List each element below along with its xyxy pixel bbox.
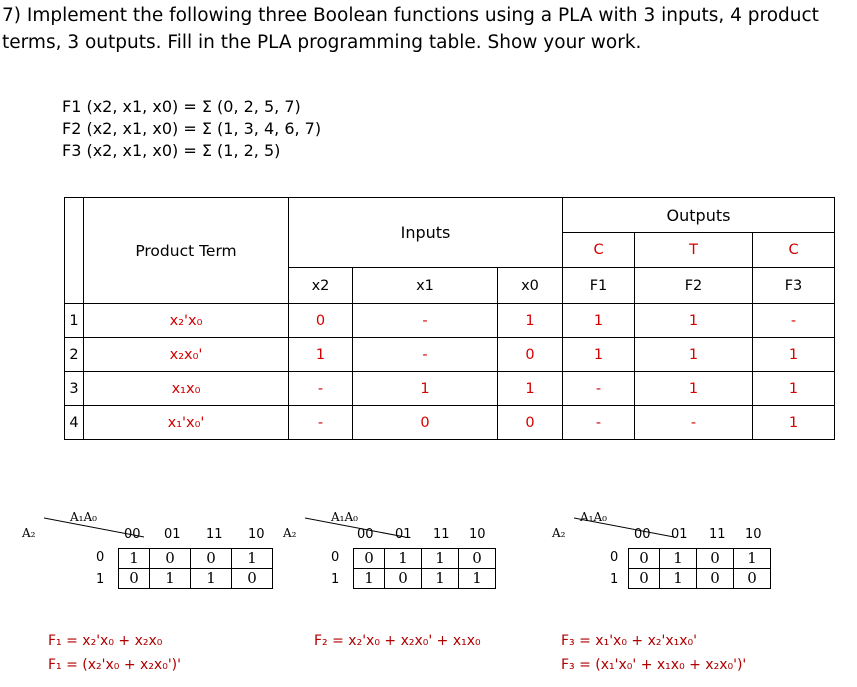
question-line-2: terms, 3 outputs. Fill in the PLA programming table. Show your work.	[2, 32, 642, 53]
table-row	[65, 338, 835, 372]
cell-f3: 1	[753, 372, 835, 406]
kmap-col-00: 00	[357, 527, 374, 542]
equation-f3-line-1: F₃ = x₁'x₀ + x₂'x₁x₀'	[561, 633, 697, 649]
equations-f1	[48, 629, 181, 677]
function-definitions	[62, 96, 321, 162]
kmap-cell: 1	[660, 569, 697, 589]
f3-polarity: C	[753, 233, 835, 268]
function-f2: F2 (x2, x1, x0) = Σ (1, 3, 4, 6, 7)	[62, 119, 322, 138]
kmap-grid	[118, 548, 273, 589]
kmap-cell: 1	[422, 569, 459, 589]
table-row	[65, 304, 835, 338]
kmap-col-10: 10	[469, 527, 486, 542]
equations-f2	[314, 629, 481, 653]
row-number: 1	[65, 304, 84, 338]
kmap-corner-top: A₁A₀	[70, 510, 97, 524]
cell-f3: 1	[753, 406, 835, 440]
kmap-cell: 1	[459, 569, 496, 589]
kmap-col-11: 11	[709, 527, 726, 542]
table-row	[65, 406, 835, 440]
kmap-col-01: 01	[671, 527, 688, 542]
cell-x0: 0	[498, 338, 563, 372]
kmap-cell: 0	[119, 569, 150, 589]
equation-f3-line-2: F₃ = (x₁'x₀' + x₁x₀ + x₂x₀')'	[561, 657, 747, 673]
kmap-cell: 0	[191, 549, 232, 569]
cell-x1: 1	[353, 372, 498, 406]
kmap-corner-left: A₂	[22, 526, 36, 540]
cell-x2: 1	[289, 338, 353, 372]
cell-x0: 1	[498, 372, 563, 406]
kmap-col-11: 11	[433, 527, 450, 542]
cell-f1: 1	[563, 304, 635, 338]
kmap-col-01: 01	[395, 527, 412, 542]
kmap-cell: 0	[629, 549, 660, 569]
kmap-cell: 1	[119, 549, 150, 569]
col-f3: F3	[753, 268, 835, 304]
kmap-corner-left: A₂	[283, 526, 297, 540]
col-x2: x2	[289, 268, 353, 304]
kmap-cell: 1	[734, 549, 771, 569]
f1-polarity: C	[563, 233, 635, 268]
cell-f2: 1	[635, 372, 753, 406]
kmap-cell: 0	[385, 569, 422, 589]
kmap-row-0: 0	[331, 550, 340, 565]
kmap-cell: 0	[459, 549, 496, 569]
kmap-grid	[628, 548, 771, 589]
kmap-cell: 0	[354, 549, 385, 569]
kmap-cell: 0	[697, 549, 734, 569]
row-number: 3	[65, 372, 84, 406]
function-f1: F1 (x2, x1, x0) = Σ (0, 2, 5, 7)	[62, 97, 301, 116]
cell-f2: -	[635, 406, 753, 440]
kmap-f3	[552, 510, 852, 610]
kmap-row-0: 0	[610, 550, 619, 565]
kmap-cell: 1	[191, 569, 232, 589]
cell-f3: 1	[753, 338, 835, 372]
cell-f1: -	[563, 372, 635, 406]
equation-f2-line-1: F₂ = x₂'x₀ + x₂x₀' + x₁x₀	[314, 633, 481, 649]
kmap-col-10: 10	[248, 527, 265, 542]
kmap-row-1: 1	[610, 572, 619, 587]
cell-x2: -	[289, 406, 353, 440]
product-term: x₁x₀	[84, 372, 289, 406]
kmap-col-10: 10	[745, 527, 762, 542]
product-term: x₁'x₀'	[84, 406, 289, 440]
outputs-header: Outputs	[563, 198, 835, 233]
kmap-cell: 1	[422, 549, 459, 569]
kmap-grid	[353, 548, 496, 589]
cell-f3: -	[753, 304, 835, 338]
kmap-col-00: 00	[634, 527, 651, 542]
equation-f1-line-1: F₁ = x₂'x₀ + x₂x₀	[48, 633, 163, 649]
kmap-row-1: 1	[331, 572, 340, 587]
cell-x1: 0	[353, 406, 498, 440]
kmap-cell: 1	[150, 569, 191, 589]
equation-f1-line-2: F₁ = (x₂'x₀ + x₂x₀')'	[48, 657, 181, 673]
question-text	[2, 2, 819, 56]
kmap-cell: 0	[734, 569, 771, 589]
cell-f1: -	[563, 406, 635, 440]
kmap-cell: 1	[354, 569, 385, 589]
cell-x1: -	[353, 304, 498, 338]
question-line-1: 7) Implement the following three Boolean functions using a PLA with 3 inputs, 4 product	[2, 5, 819, 26]
kmap-row-0: 0	[96, 550, 105, 565]
cell-x0: 0	[498, 406, 563, 440]
kmap-row-1: 1	[96, 572, 105, 587]
cell-f2: 1	[635, 304, 753, 338]
f2-polarity: T	[635, 233, 753, 268]
kmap-cell: 1	[660, 549, 697, 569]
equations-f3	[561, 629, 746, 677]
kmap-corner-top: A₁A₀	[580, 510, 607, 524]
product-term: x₂x₀'	[84, 338, 289, 372]
cell-f2: 1	[635, 338, 753, 372]
kmap-f1	[22, 510, 282, 610]
kmap-col-00: 00	[124, 527, 141, 542]
col-f2: F2	[635, 268, 753, 304]
kmap-cell: 1	[385, 549, 422, 569]
pla-programming-table	[64, 197, 835, 440]
kmap-cell: 1	[232, 549, 273, 569]
cell-x0: 1	[498, 304, 563, 338]
table-row	[65, 372, 835, 406]
col-f1: F1	[563, 268, 635, 304]
kmap-corner-left: A₂	[552, 526, 566, 540]
kmap-f2	[283, 510, 543, 610]
product-term: x₂'x₀	[84, 304, 289, 338]
product-term-header: Product Term	[84, 198, 289, 304]
inputs-header: Inputs	[289, 198, 563, 268]
kmap-cell: 0	[697, 569, 734, 589]
cell-x2: -	[289, 372, 353, 406]
kmap-cell: 0	[232, 569, 273, 589]
cell-f1: 1	[563, 338, 635, 372]
col-x0: x0	[498, 268, 563, 304]
col-x1: x1	[353, 268, 498, 304]
row-number: 4	[65, 406, 84, 440]
kmap-corner-top: A₁A₀	[331, 510, 358, 524]
kmap-col-01: 01	[164, 527, 181, 542]
kmap-col-11: 11	[206, 527, 223, 542]
function-f3: F3 (x2, x1, x0) = Σ (1, 2, 5)	[62, 141, 281, 160]
row-number: 2	[65, 338, 84, 372]
cell-x1: -	[353, 338, 498, 372]
cell-x2: 0	[289, 304, 353, 338]
kmap-cell: 0	[629, 569, 660, 589]
kmap-cell: 0	[150, 549, 191, 569]
